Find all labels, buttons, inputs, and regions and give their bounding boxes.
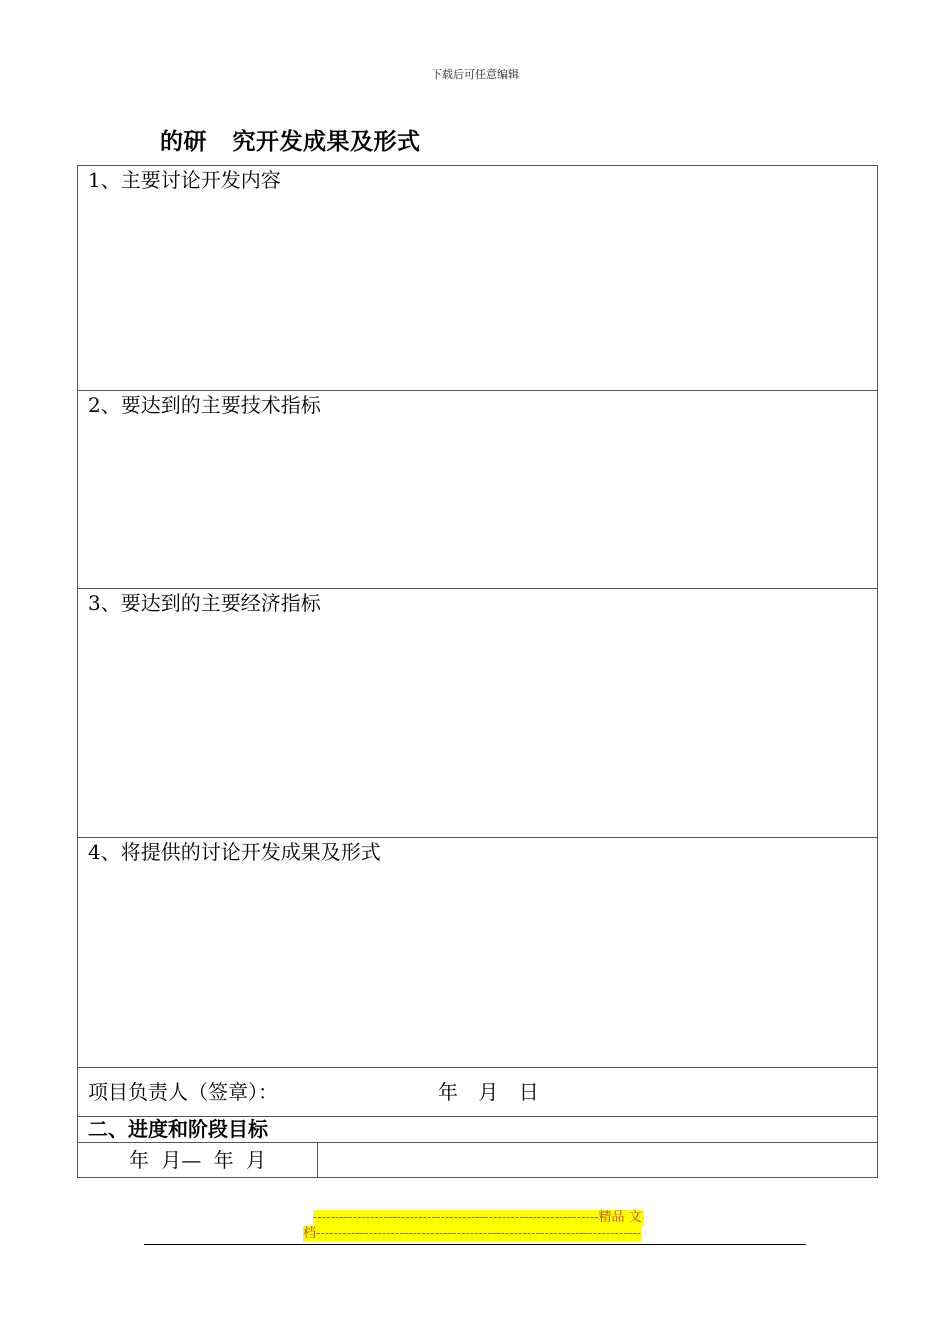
section-label: 4、将提供的讨论开发成果及形式 [88, 840, 381, 864]
footer-line-2: 档-------------------------------------------------------------------------- [303, 1226, 642, 1241]
schedule-heading: 二、进度和阶段目标 [78, 1117, 878, 1143]
section-label: 1、主要讨论开发内容 [88, 168, 281, 192]
schedule-period-cell[interactable]: 年 月— 年 月 [78, 1143, 318, 1178]
signature-row [78, 1068, 878, 1117]
footer-line-1: -----------------------------------------------------------------精品 文 [313, 1210, 642, 1225]
section-results-cell[interactable] [78, 838, 878, 1068]
header-note: 下载后可任意编辑 [431, 68, 519, 81]
section-label: 3、要达到的主要经济指标 [88, 591, 321, 615]
section-row-content [78, 166, 878, 391]
schedule-heading-row [78, 1117, 878, 1143]
schedule-goal-cell[interactable] [318, 1143, 878, 1178]
section-label: 2、要达到的主要技术指标 [88, 393, 321, 417]
form-table [77, 165, 878, 1178]
signature-cell[interactable] [78, 1068, 878, 1117]
signature-date: 年 月 日 [438, 1080, 539, 1104]
section-econ-cell[interactable] [78, 589, 878, 838]
section-tech-cell[interactable] [78, 391, 878, 589]
section-row-results [78, 838, 878, 1068]
section-row-tech [78, 391, 878, 589]
section-content-cell[interactable] [78, 166, 878, 391]
schedule-row [78, 1143, 878, 1178]
document-title: 的研 究开发成果及形式 [160, 129, 421, 155]
section-row-econ [78, 589, 878, 838]
signature-label: 项目负责人（签章）： [88, 1080, 278, 1104]
footer-divider [144, 1244, 806, 1245]
